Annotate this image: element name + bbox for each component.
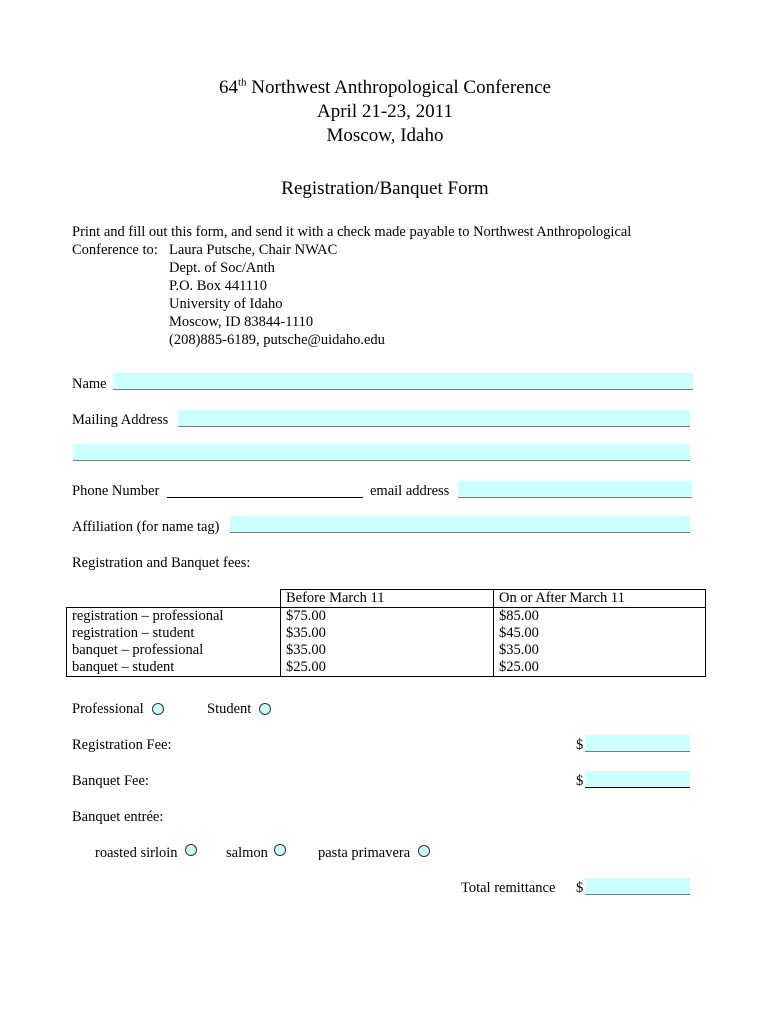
table-cell: banquet – student xyxy=(67,659,281,677)
affiliation-label: Affiliation (for name tag) xyxy=(72,519,220,535)
table-cell: registration – student xyxy=(67,625,281,642)
entree-sirloin-radio[interactable] xyxy=(185,844,197,856)
table-cell: $45.00 xyxy=(494,625,706,642)
phone-label: Phone Number xyxy=(72,483,160,499)
table-header-row xyxy=(67,590,706,608)
mailing-address-label: Mailing Address xyxy=(72,412,169,428)
table-header-cell: On or After March 11 xyxy=(494,590,706,608)
banquet-fee-currency: $ xyxy=(576,773,584,789)
entree-option-label: salmon xyxy=(226,845,268,861)
name-label: Name xyxy=(72,376,107,392)
instructions-line1: Print and fill out this form, and send it with a check made payable to Northwest Anthropological xyxy=(72,224,632,240)
conference-location: Moscow, Idaho xyxy=(326,125,444,146)
table-cell: registration – professional xyxy=(67,608,281,626)
conference-dates: April 21-23, 2011 xyxy=(317,101,453,122)
address-line: P.O. Box 441110 xyxy=(169,278,268,294)
phone-field[interactable] xyxy=(167,481,363,498)
registration-fee-currency: $ xyxy=(576,737,584,753)
banquet-fee-label: Banquet Fee: xyxy=(72,773,149,789)
table-row xyxy=(67,642,706,659)
table-row xyxy=(67,659,706,677)
professional-label: Professional xyxy=(72,701,144,717)
total-currency: $ xyxy=(576,880,584,896)
student-label: Student xyxy=(207,701,252,717)
table-cell: $25.00 xyxy=(281,659,494,677)
entree-pasta-radio[interactable] xyxy=(418,845,430,857)
form-title: Registration/Banquet Form xyxy=(281,178,489,199)
instructions-line2-prefix: Conference to: xyxy=(72,242,158,258)
banquet-entree-heading: Banquet entrée: xyxy=(72,809,164,825)
email-label: email address xyxy=(370,483,450,499)
address-line: (208)885-6189, putsche@uidaho.edu xyxy=(169,332,385,348)
registration-fee-field[interactable] xyxy=(585,735,690,752)
address-line: Dept. of Soc/Anth xyxy=(169,260,275,276)
entree-option-label: roasted sirloin xyxy=(95,845,178,861)
table-cell: $35.00 xyxy=(494,642,706,659)
table-cell: $35.00 xyxy=(281,625,494,642)
table-row xyxy=(67,608,706,626)
table-header-cell xyxy=(67,590,281,608)
banquet-fee-field[interactable] xyxy=(585,771,690,788)
entree-option-label: pasta primavera xyxy=(318,845,411,861)
professional-radio[interactable] xyxy=(152,703,164,715)
entree-salmon-radio[interactable] xyxy=(274,844,286,856)
table-row xyxy=(67,625,706,642)
student-radio[interactable] xyxy=(259,703,271,715)
total-remittance-field[interactable] xyxy=(585,878,690,895)
address-line: University of Idaho xyxy=(169,296,283,312)
table-cell: $85.00 xyxy=(494,608,706,626)
total-remittance-label: Total remittance xyxy=(461,880,556,896)
affiliation-field[interactable] xyxy=(230,516,690,533)
email-field[interactable] xyxy=(458,481,692,498)
table-cell: $25.00 xyxy=(494,659,706,677)
address-line: Moscow, ID 83844-1110 xyxy=(169,314,314,330)
registration-fee-label: Registration Fee: xyxy=(72,737,172,753)
table-cell: $75.00 xyxy=(281,608,494,626)
address-line: Laura Putsche, Chair NWAC xyxy=(169,242,338,258)
name-field[interactable] xyxy=(113,373,693,390)
mailing-address-field-2[interactable] xyxy=(73,444,690,461)
mailing-address-field-1[interactable] xyxy=(178,410,690,427)
fees-table xyxy=(66,589,706,677)
table-cell: banquet – professional xyxy=(67,642,281,659)
fees-heading: Registration and Banquet fees: xyxy=(72,555,251,571)
table-header-cell: Before March 11 xyxy=(281,590,494,608)
table-cell: $35.00 xyxy=(281,642,494,659)
conference-title: 64th Northwest Anthropological Conference xyxy=(218,76,551,98)
